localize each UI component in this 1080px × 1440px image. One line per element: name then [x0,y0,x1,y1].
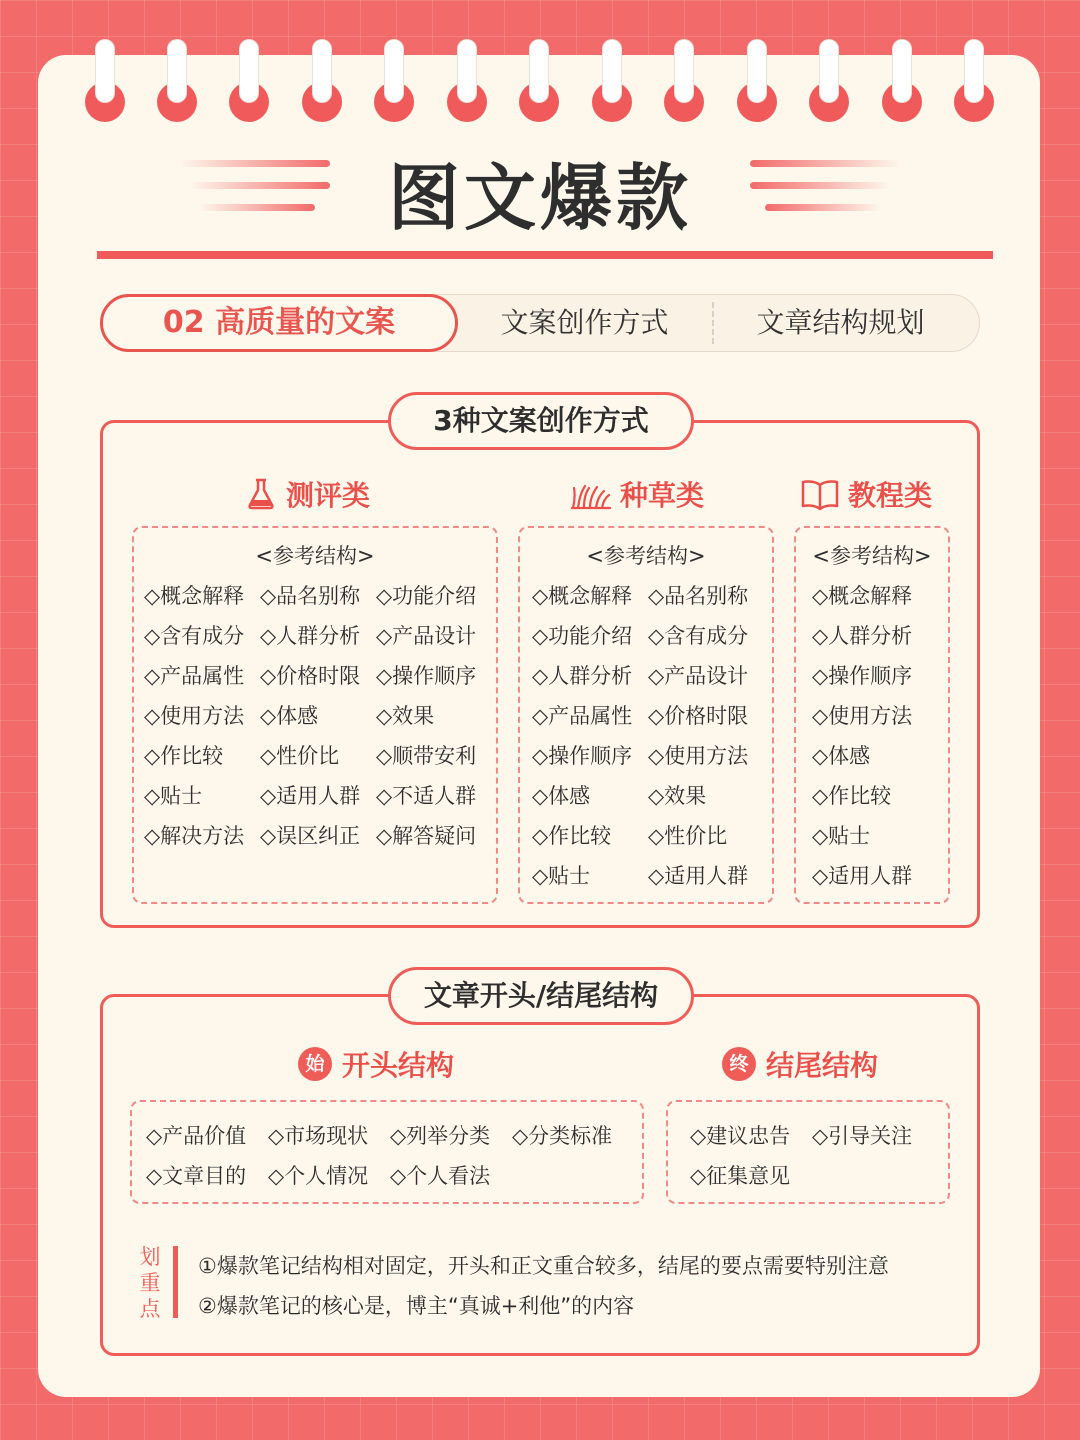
flask-icon [244,477,278,511]
structure-section-title: 文章开头/结尾结构 [388,967,694,1025]
list-item: ◇操作顺序 [376,664,477,688]
ending-category [722,1044,878,1084]
grass-icon [570,477,612,511]
list-item: ◇产品属性 [532,704,633,728]
list-item: ◇体感 [260,704,319,728]
list-item: ◇引导关注 [812,1124,913,1148]
list-item: ◇操作顺序 [532,744,633,768]
spiral-ring [893,40,911,112]
tutorial-category-label: 教程类 [848,479,933,512]
list-item: ◇体感 [532,784,591,808]
list-item: ◇作比较 [144,744,224,768]
list-item: ◇误区纠正 [260,824,361,848]
opening-category-label: 开头结构 [342,1049,455,1082]
ending-badge: 终 [722,1047,756,1081]
key-points-label: 划重点 [139,1245,161,1321]
spiral-ring [530,40,548,112]
list-item: ◇作比较 [532,824,612,848]
seeding-category [570,474,704,514]
list-item: ◇概念解释 [532,584,633,608]
list-item: ◇含有成分 [144,624,245,648]
spiral-ring [313,40,331,112]
list-item: ◇市场现状 [268,1124,369,1148]
list-item: ◇操作顺序 [812,664,913,688]
list-item: ◇价格时限 [648,704,749,728]
spiral-ring [385,40,403,112]
list-item: ◇顺带安利 [376,744,477,768]
opening-category [298,1044,454,1084]
spiral-ring [748,40,766,112]
list-item: ◇效果 [376,704,435,728]
list-item: ◇人群分析 [532,664,633,688]
tutorial-category [800,474,932,514]
list-item: ◇贴士 [144,784,203,808]
spiral-ring [168,40,186,112]
list-item: ◇贴士 [812,824,871,848]
spiral-ring [675,40,693,112]
list-item: ◇适用人群 [648,864,749,888]
key-point-1: ①爆款笔记结构相对固定，开头和正文重合较多，结尾的要点需要特别注意 [198,1254,889,1278]
list-item: ◇功能介绍 [376,584,477,608]
list-item: ◇性价比 [260,744,340,768]
seeding-category-label: 种草类 [620,479,705,512]
review-ref-label: <参考结构> [255,544,375,568]
spiral-ring [965,40,983,112]
spiral-ring [603,40,621,112]
list-item: ◇人群分析 [812,624,913,648]
tab-divider [712,302,714,344]
list-item: ◇使用方法 [648,744,749,768]
page-title: 图文爆款 [387,156,692,240]
key-point-2: ②爆款笔记的核心是，博主“真诚+利他”的内容 [198,1294,635,1318]
tutorial-ref-label: <参考结构> [812,544,932,568]
ending-category-label: 结尾结构 [766,1049,879,1082]
review-category-label: 测评类 [286,479,371,512]
spiral-ring [96,40,114,112]
book-icon [800,477,840,511]
list-item: ◇列举分类 [390,1124,491,1148]
list-item: ◇适用人群 [812,864,913,888]
list-item: ◇品名别称 [648,584,749,608]
list-item: ◇产品设计 [648,664,749,688]
opening-badge: 始 [298,1047,332,1081]
list-item: ◇征集意见 [690,1164,791,1188]
list-item: ◇产品属性 [144,664,245,688]
list-item: ◇品名别称 [260,584,361,608]
list-item: ◇文章目的 [146,1164,247,1188]
list-item: ◇贴士 [532,864,591,888]
list-item: ◇性价比 [648,824,728,848]
list-item: ◇价格时限 [260,664,361,688]
list-item: ◇含有成分 [648,624,749,648]
list-item: ◇个人看法 [390,1164,491,1188]
spiral-ring [458,40,476,112]
list-item: ◇分类标准 [512,1124,613,1148]
list-item: ◇解决方法 [144,824,245,848]
tab-high-quality-copy[interactable]: 02 高质量的文案 [100,294,458,352]
copy-methods-title: 3种文案创作方式 [388,392,694,450]
list-item: ◇人群分析 [260,624,361,648]
tab-copy-creation[interactable]: 文案创作方式 [500,306,669,339]
review-category [244,474,370,514]
list-item: ◇产品设计 [376,624,477,648]
list-item: ◇不适人群 [376,784,477,808]
spiral-ring [240,40,258,112]
list-item: ◇功能介绍 [532,624,633,648]
list-item: ◇体感 [812,744,871,768]
list-item: ◇适用人群 [260,784,361,808]
key-points-bar [173,1246,178,1318]
list-item: ◇个人情况 [268,1164,369,1188]
list-item: ◇使用方法 [812,704,913,728]
list-item: ◇使用方法 [144,704,245,728]
list-item: ◇概念解释 [812,584,913,608]
spiral-ring [820,40,838,112]
tab-article-structure[interactable]: 文章结构规划 [756,306,925,339]
list-item: ◇产品价值 [146,1124,247,1148]
list-item: ◇效果 [648,784,707,808]
title-underline [97,251,993,259]
list-item: ◇概念解释 [144,584,245,608]
seeding-ref-label: <参考结构> [586,544,706,568]
list-item: ◇解答疑问 [376,824,477,848]
list-item: ◇建议忠告 [690,1124,791,1148]
list-item: ◇作比较 [812,784,892,808]
